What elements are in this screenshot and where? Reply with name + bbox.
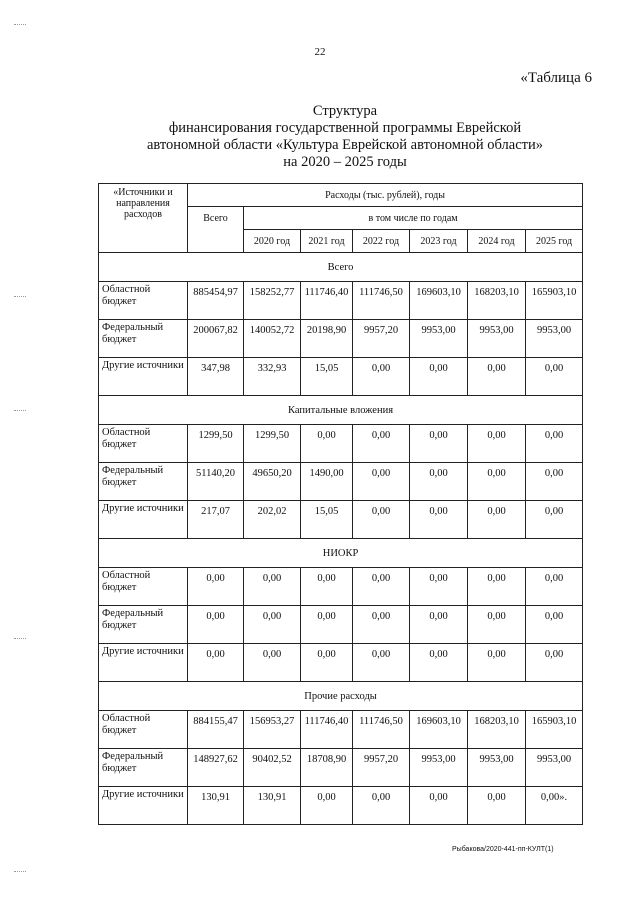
source-cell: Другие источники [99, 787, 188, 825]
year-value-cell: 15,05 [301, 501, 353, 539]
year-value-cell: 111746,40 [301, 711, 353, 749]
table-body [99, 253, 583, 825]
year-value-cell: 0,00 [410, 358, 468, 396]
header-year: 2020 год [244, 230, 301, 253]
table-row [99, 644, 583, 682]
section-title: НИОКР [99, 539, 583, 568]
year-value-cell: 165903,10 [526, 282, 583, 320]
year-value-cell: 0,00 [353, 501, 410, 539]
header-year: 2025 год [526, 230, 583, 253]
year-value-cell: 165903,10 [526, 711, 583, 749]
total-cell: 0,00 [188, 644, 244, 682]
year-value-cell: 111746,50 [353, 711, 410, 749]
year-value-cell: 0,00 [410, 425, 468, 463]
year-value-cell: 9957,20 [353, 749, 410, 787]
table-row [99, 749, 583, 787]
section-row [99, 253, 583, 282]
year-value-cell: 140052,72 [244, 320, 301, 358]
margin-mark [14, 638, 26, 639]
year-value-cell: 9953,00 [468, 749, 526, 787]
table-row [99, 463, 583, 501]
header-year: 2021 год [301, 230, 353, 253]
total-cell: 200067,82 [188, 320, 244, 358]
year-value-cell: 156953,27 [244, 711, 301, 749]
table-label: «Таблица 6 [520, 70, 592, 86]
header-expenses: Расходы (тыс. рублей), годы [188, 184, 583, 207]
source-cell: Другие источники [99, 358, 188, 396]
page-number: 22 [314, 46, 326, 58]
year-value-cell: 169603,10 [410, 711, 468, 749]
year-value-cell: 0,00 [353, 568, 410, 606]
year-value-cell: 15,05 [301, 358, 353, 396]
year-value-cell: 332,93 [244, 358, 301, 396]
title-line: автономной области «Культура Еврейской автономной области» [146, 137, 544, 153]
year-value-cell: 9953,00 [410, 749, 468, 787]
year-value-cell: 0,00 [468, 501, 526, 539]
margin-mark [14, 24, 26, 25]
year-value-cell: 169603,10 [410, 282, 468, 320]
title-line: на 2020 – 2025 годы [283, 154, 407, 170]
year-value-cell: 0,00 [353, 463, 410, 501]
total-cell: 148927,62 [188, 749, 244, 787]
year-value-cell: 0,00 [468, 463, 526, 501]
total-cell: 130,91 [188, 787, 244, 825]
table-row [99, 425, 583, 463]
total-cell: 1299,50 [188, 425, 244, 463]
year-value-cell: 202,02 [244, 501, 301, 539]
year-value-cell: 0,00 [244, 568, 301, 606]
year-value-cell: 0,00 [353, 358, 410, 396]
year-value-cell: 111746,50 [353, 282, 410, 320]
year-value-cell: 0,00 [301, 644, 353, 682]
year-value-cell: 0,00 [468, 358, 526, 396]
year-value-cell: 111746,40 [301, 282, 353, 320]
year-value-cell: 0,00 [526, 501, 583, 539]
year-value-cell: 1490,00 [301, 463, 353, 501]
year-value-cell: 0,00 [410, 787, 468, 825]
year-value-cell: 0,00 [526, 425, 583, 463]
header-year: 2023 год [410, 230, 468, 253]
year-value-cell: 0,00 [526, 644, 583, 682]
year-value-cell: 9953,00 [526, 320, 583, 358]
year-value-cell: 0,00 [353, 425, 410, 463]
section-row [99, 539, 583, 568]
year-value-cell: 0,00 [468, 606, 526, 644]
year-value-cell: 0,00 [410, 501, 468, 539]
table-row [99, 320, 583, 358]
year-value-cell: 0,00 [526, 606, 583, 644]
table-row [99, 606, 583, 644]
year-value-cell: 9953,00 [526, 749, 583, 787]
header-year: 2022 год [353, 230, 410, 253]
source-cell: Другие источники [99, 644, 188, 682]
year-value-cell: 0,00 [301, 787, 353, 825]
margin-mark [14, 296, 26, 297]
year-value-cell: 0,00 [301, 606, 353, 644]
year-value-cell: 9957,20 [353, 320, 410, 358]
section-row [99, 396, 583, 425]
document-footer: Рыбакова/2020-441-пп-КУЛТ(1) [452, 846, 554, 853]
year-value-cell: 0,00 [468, 644, 526, 682]
section-title: Всего [99, 253, 583, 282]
source-cell: Федеральный бюджет [99, 463, 188, 501]
year-value-cell: 0,00 [526, 568, 583, 606]
header-total: Всего [188, 207, 244, 253]
year-value-cell: 0,00 [468, 568, 526, 606]
total-cell: 347,98 [188, 358, 244, 396]
year-value-cell: 168203,10 [468, 711, 526, 749]
year-value-cell: 0,00 [353, 644, 410, 682]
table-row [99, 711, 583, 749]
section-title: Капитальные вложения [99, 396, 583, 425]
year-value-cell: 49650,20 [244, 463, 301, 501]
total-cell: 51140,20 [188, 463, 244, 501]
year-value-cell: 9953,00 [468, 320, 526, 358]
source-cell: Федеральный бюджет [99, 606, 188, 644]
total-cell: 884155,47 [188, 711, 244, 749]
table-row [99, 358, 583, 396]
year-value-cell: 0,00 [410, 463, 468, 501]
year-value-cell: 0,00 [301, 568, 353, 606]
year-value-cell: 0,00 [353, 606, 410, 644]
year-value-cell: 0,00 [244, 606, 301, 644]
year-value-cell: 130,91 [244, 787, 301, 825]
title-line: финансирования государственной программы Еврейской [168, 120, 522, 136]
source-cell: Областной бюджет [99, 568, 188, 606]
year-value-cell: 0,00 [353, 787, 410, 825]
total-cell: 217,07 [188, 501, 244, 539]
section-title: Прочие расходы [99, 682, 583, 711]
source-cell: Областной бюджет [99, 282, 188, 320]
year-value-cell: 168203,10 [468, 282, 526, 320]
source-cell: Областной бюджет [99, 711, 188, 749]
source-cell: Федеральный бюджет [99, 749, 188, 787]
year-value-cell: 0,00 [410, 644, 468, 682]
year-value-cell: 0,00 [468, 787, 526, 825]
year-value-cell: 0,00». [526, 787, 583, 825]
year-value-cell: 0,00 [526, 463, 583, 501]
total-cell: 885454,97 [188, 282, 244, 320]
table-row [99, 568, 583, 606]
year-value-cell: 0,00 [301, 425, 353, 463]
year-value-cell: 158252,77 [244, 282, 301, 320]
margin-mark [14, 871, 26, 872]
margin-mark [14, 410, 26, 411]
year-value-cell: 20198,90 [301, 320, 353, 358]
header-by-year: в том числе по годам [244, 207, 583, 230]
year-value-cell: 90402,52 [244, 749, 301, 787]
header-sources: «Источники и направления расходов [99, 184, 188, 253]
source-cell: Федеральный бюджет [99, 320, 188, 358]
year-value-cell: 18708,90 [301, 749, 353, 787]
document-title [0, 103, 640, 171]
total-cell: 0,00 [188, 606, 244, 644]
year-value-cell: 0,00 [526, 358, 583, 396]
header-year: 2024 год [468, 230, 526, 253]
source-cell: Другие источники [99, 501, 188, 539]
year-value-cell: 0,00 [410, 568, 468, 606]
financing-table [98, 183, 583, 825]
year-value-cell: 1299,50 [244, 425, 301, 463]
total-cell: 0,00 [188, 568, 244, 606]
year-value-cell: 9953,00 [410, 320, 468, 358]
section-row [99, 682, 583, 711]
year-value-cell: 0,00 [244, 644, 301, 682]
title-line: Структура [312, 103, 378, 119]
table-row [99, 501, 583, 539]
source-cell: Областной бюджет [99, 425, 188, 463]
year-value-cell: 0,00 [410, 606, 468, 644]
table-row [99, 282, 583, 320]
table-row [99, 787, 583, 825]
year-value-cell: 0,00 [468, 425, 526, 463]
